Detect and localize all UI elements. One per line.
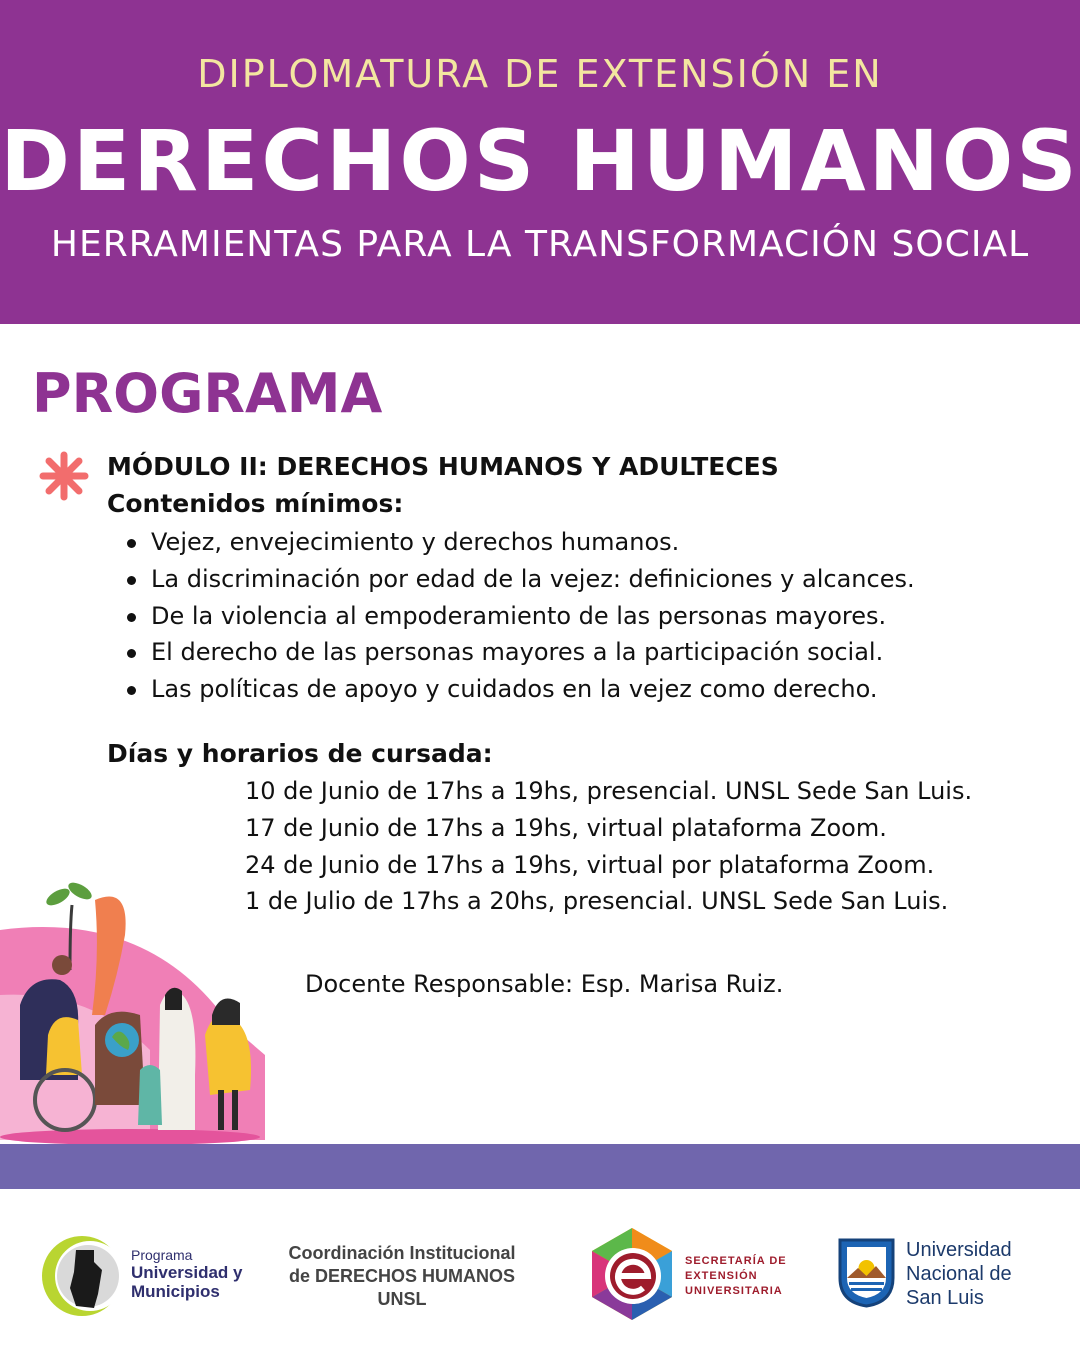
schedule-item: 17 de Junio de 17hs a 19hs, virtual plataforma Zoom. <box>245 813 887 842</box>
list-item: Vejez, envejecimiento y derechos humanos. <box>127 524 915 561</box>
list-item: El derecho de las personas mayores a la participación social. <box>127 634 915 671</box>
list-item: Las políticas de apoyo y cuidados en la vejez como derecho. <box>127 671 915 708</box>
schedule-item: 24 de Junio de 17hs a 19hs, virtual por plataforma Zoom. <box>245 850 935 879</box>
unsl-shield-logo <box>836 1236 897 1309</box>
logo3-line2: EXTENSIÓN <box>685 1270 758 1282</box>
section-title: PROGRAMA <box>32 362 383 425</box>
logo1-line1: Programa <box>131 1247 193 1263</box>
header-title: DERECHOS HUMANOS <box>0 112 1080 210</box>
logo4-line2: Nacional de <box>906 1263 1012 1285</box>
module-title: MÓDULO II: DERECHOS HUMANOS Y ADULTECES <box>107 452 779 481</box>
unsl-text <box>906 1238 1012 1310</box>
schedule-item: 1 de Julio de 17hs a 20hs, presencial. UNSL Sede San Luis. <box>245 887 949 916</box>
header-banner <box>0 0 1080 324</box>
extension-universitaria-logo <box>588 1226 676 1322</box>
contents-label: Contenidos mínimos: <box>107 489 404 518</box>
universidad-municipios-text <box>131 1247 243 1301</box>
logo4-line1: Universidad <box>906 1239 1012 1261</box>
list-item: De la violencia al empoderamiento de las personas mayores. <box>127 598 915 635</box>
logo4-line3: San Luis <box>906 1287 984 1309</box>
logo1-line3: Municipios <box>131 1282 220 1301</box>
universidad-municipios-logo <box>36 1232 128 1320</box>
teacher-text: Docente Responsable: Esp. Marisa Ruiz. <box>305 970 784 998</box>
color-band <box>0 1144 1080 1189</box>
list-item: La discriminación por edad de la vejez: definiciones y alcances. <box>127 561 915 598</box>
header-supertitle: DIPLOMATURA DE EXTENSIÓN EN <box>197 52 883 96</box>
schedule-list <box>245 773 972 920</box>
logo3-line3: UNIVERSITARIA <box>685 1285 783 1297</box>
coordinacion-ddhh-text <box>262 1242 542 1311</box>
extension-universitaria-text <box>685 1254 787 1299</box>
logo2-line3: UNSL <box>377 1289 427 1309</box>
logo2-line2: de DERECHOS HUMANOS <box>288 1266 516 1286</box>
schedule-label: Días y horarios de cursada: <box>107 739 493 768</box>
header-subtitle: HERRAMIENTAS PARA LA TRANSFORMACIÓN SOCIAL <box>50 224 1030 265</box>
schedule-item: 10 de Junio de 17hs a 19hs, presencial. UNSL Sede San Luis. <box>245 777 973 805</box>
contents-list <box>127 524 915 708</box>
logo1-line2: Universidad y <box>131 1263 243 1282</box>
logo2-line1: Coordinación Institucional <box>288 1243 516 1263</box>
logo3-line1: SECRETARÍA DE <box>685 1255 787 1267</box>
asterisk-icon <box>38 450 90 502</box>
people-illustration <box>0 875 265 1145</box>
